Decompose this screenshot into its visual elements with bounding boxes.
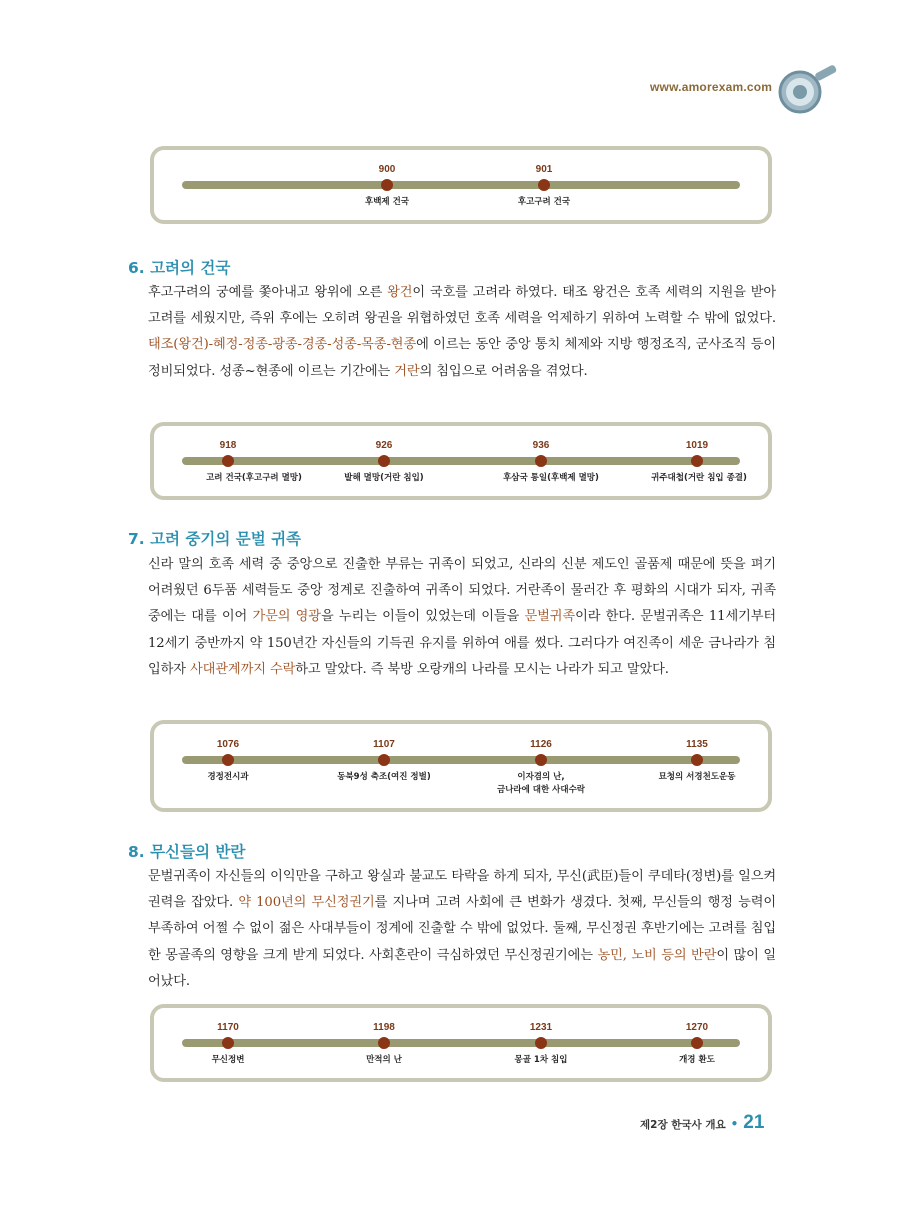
timeline-box-founding	[150, 146, 772, 224]
section-heading: 7. 고려 중기의 문벌 귀족	[128, 530, 302, 548]
highlight-text: 문벌귀족	[524, 609, 576, 625]
timeline-year: 1107	[373, 739, 395, 750]
timeline-dot	[538, 179, 550, 191]
highlight-text: 사대관계까지 수락	[190, 661, 296, 677]
timeline-label: 경정전시과	[207, 772, 249, 782]
timeline-year: 1076	[216, 739, 240, 750]
timeline-year: 926	[375, 440, 393, 451]
timeline-year: 901	[535, 164, 553, 175]
highlight-text: 가문의 영광	[252, 609, 321, 625]
timeline-bar	[182, 181, 740, 189]
timeline-dot	[378, 754, 390, 766]
timeline-label: 동북9성 축조(여진 정벌)	[337, 772, 431, 782]
timeline-dot	[381, 179, 393, 191]
footer-bullet: •	[730, 1117, 739, 1131]
timeline-label: 발해 멸망(거란 침입)	[344, 473, 424, 483]
timeline-year: 1270	[685, 1022, 709, 1033]
timeline-label: 만적의 난	[366, 1055, 402, 1065]
timeline-year: 936	[532, 440, 550, 451]
timeline-dot	[691, 455, 703, 467]
timeline-label: 후고구려 건국	[517, 197, 571, 207]
timeline-year: 1198	[373, 1022, 395, 1033]
timeline-label: 무신정변	[211, 1055, 245, 1065]
timeline-dot	[535, 455, 547, 467]
timeline-dot	[378, 455, 390, 467]
section-paragraph: 후고구려의 궁예를 쫓아내고 왕위에 오른 왕건이 국호를 고려라 하였다. 태조 왕건은 호족 세력의 지원을 받아 고려를 세웠지만, 즉위 후에는 오히려 왕권을 위협하였던 호족 세력을 억제하기 위하여 노력할 수 밖에 없었다. 태조(왕건)-혜정-정종-광종-경종-성종-목종-현종에 이르는 동안 중앙 통치 체제와 지방 행정조직, 군사조직 등이 정비되었다. 성종~현종에 이르는 기간에는 거란의 침입으로 어려움을 겪었다.	[148, 285, 776, 379]
site-url[interactable]: www.amorexam.com	[650, 80, 773, 94]
chapter-label: 제2장 한국사 개요	[640, 1119, 726, 1131]
timeline-bar	[182, 756, 740, 764]
timeline-bar	[182, 457, 740, 465]
timeline-year: 918	[219, 440, 237, 451]
highlight-text: 농민, 노비 등의 반란	[597, 947, 717, 963]
timeline-dot	[691, 754, 703, 766]
timeline-label-line2: 금나라에 대한 사대수락	[496, 785, 586, 795]
timeline-label: 고려 건국(후고구려 멸망)	[206, 473, 302, 483]
timeline-bar	[182, 1039, 740, 1047]
timeline-label: 귀주대첩(거란 침입 종결)	[651, 473, 747, 483]
timeline-box-middle-goryeo	[150, 720, 772, 812]
section-heading: 8. 무신들의 반란	[128, 843, 246, 861]
timeline-year: 1170	[217, 1022, 239, 1033]
timeline-year: 1231	[529, 1022, 553, 1033]
timeline-label: 개경 환도	[679, 1055, 715, 1065]
highlight-text: 거란	[394, 363, 420, 379]
timeline-label: 이자겸의 난,	[517, 772, 565, 782]
timeline-year: 900	[378, 164, 396, 175]
timeline-label: 후백제 건국	[364, 197, 410, 207]
section-paragraph: 신라 말의 호족 세력 중 중앙으로 진출한 부류는 귀족이 되었고, 신라의 신분 제도인 골품제 때문에 뜻을 펴기 어려웠던 6두품 세력들도 중앙 정계로 진출하여 귀족이 되었다. 거란족이 물러간 후 평화의 시대가 되자, 귀족 중에는 대를 이어 가문의 영광을 누리는 이들이 있었는데 이들을 문벌귀족이라 한다. 문벌귀족은 11세기부터 12세기 중반까지 약 150년간 자신들의 기득권 유지를 위하여 애를 썼다. 그러다가 여진족이 세운 금나라가 침입하자 사대관계까지 수락하고 말았다. 즉 북방 오랑캐의 나라를 모시는 나라가 되고 말았다.	[148, 557, 776, 677]
section-heading: 6. 고려의 건국	[128, 259, 231, 277]
timeline-dot	[535, 754, 547, 766]
timeline-box-military	[150, 1004, 772, 1082]
timeline-year: 1135	[686, 739, 708, 750]
timeline-dot	[222, 1037, 234, 1049]
timeline-dot	[378, 1037, 390, 1049]
section-paragraph: 문벌귀족이 자신들의 이익만을 구하고 왕실과 불교도 타락을 하게 되자, 무신(武臣)들이 쿠데타(정변)를 일으켜 권력을 잡았다. 약 100년의 무신정권기를 지나며 고려 사회에 큰 변화가 생겼다. 첫째, 무신들의 행정 능력이 부족하여 어쩔 수 없이 젊은 사대부들이 정계에 진출할 수 밖에 없었다. 둘째, 무신정권 후반기에는 고려를 침입한 몽골족의 영향을 크게 받게 되었다. 사회혼란이 극심하였던 무신정권기에는 농민, 노비 등의 반란이 많이 일어났다.	[148, 869, 776, 989]
timeline-label: 묘청의 서경천도운동	[658, 772, 736, 782]
timeline-dot	[222, 455, 234, 467]
magnifier-logo-icon	[776, 64, 840, 120]
timeline-box-goryeo-founding	[150, 422, 772, 500]
highlight-text: 약 100년의 무신정권기	[238, 895, 375, 911]
timeline-dot	[691, 1037, 703, 1049]
page-number: 21	[743, 1112, 765, 1133]
timeline-dot	[535, 1037, 547, 1049]
highlight-text: 태조(왕건)-혜정-정종-광종-경종-성종-목종-현종	[148, 337, 417, 353]
highlight-text: 왕건	[387, 285, 413, 300]
timeline-dot	[222, 754, 234, 766]
page-footer	[640, 1112, 764, 1134]
timeline-label: 후삼국 통일(후백제 멸망)	[503, 473, 599, 483]
timeline-label: 몽골 1차 침입	[514, 1055, 568, 1065]
timeline-year: 1019	[685, 440, 709, 451]
timeline-year: 1126	[530, 739, 552, 750]
